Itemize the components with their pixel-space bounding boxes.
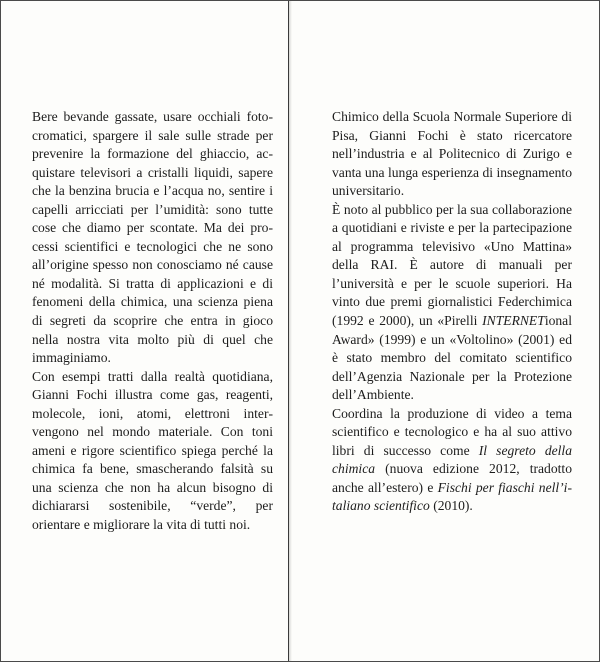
book-description-paragraph: Bere bevande gassate, usare occhiali fotocromatici, spargere il sale sulle strade per prevenire la formazione del ghiaccio, acquistare televisori a cristalli liquidi, sapere che la benzina brucia e l’acqua no, sentire i capelli arricciati per l’umidità: sono tutte cose che diamo per scontate. Ma dei processi scientifici e tecnologici che ne sono all’origine spesso non conosciamo né cause né modalità. Si tratta di applicazioni e di fenomeni della chimica, una scienza piena di segreti da scoprire che entra in gioco nella nostra vita molto più di quel che immaginiamo.	[32, 109, 273, 366]
book-title: Fischi per fiaschi nell’italiano scientifico	[332, 479, 572, 514]
bio-text: (2010).	[429, 498, 473, 514]
bio-text: ional Award» (1999) e un «Voltolino» (2001) ed è stato membro del comitato scientifico dell’Agenzia Nazionale per la Protezione dell’Ambiente.	[332, 313, 572, 403]
bio-award-name: INTERNET	[482, 313, 545, 329]
bio-text: Coordina la produzione di video a tema scientifico e tecnologico e ha al suo attivo libri di successo come	[332, 405, 572, 458]
flap-fold-shadow	[289, 1, 292, 661]
left-flap-text	[32, 108, 273, 535]
bio-text: (nuova edizione 2012, tradotto anche all’estero) e	[332, 461, 572, 495]
author-bio-paragraph: Chimico della Scuola Normale Superiore di Pisa, Gianni Fochi è stato ricercatore nell’industria e al Politecnico di Zurigo e vanta una lunga esperienza di insegnamento universitario.	[332, 109, 572, 199]
right-flap-text	[332, 108, 572, 516]
author-bio-paragraph	[332, 201, 572, 405]
author-bio-paragraph	[332, 405, 572, 516]
book-description-paragraph: Con esempi tratti dalla realtà quotidiana, Gianni Fochi illustra come gas, reagenti, molecole, ioni, atomi, elettroni intervengono nel mondo materiale. Con toni ameni e rigore scientifico spiega perché la chimica fa bene, smascherando falsità su una scienza che non ha alcun bisogno di dichiararsi sostenibile, “verde”, per orientare e migliorare la vita di tutti noi.	[32, 368, 273, 533]
book-title: Il segreto della chimica	[332, 442, 573, 477]
bio-text: È noto al pubblico per la sua collaborazione a quotidiani e riviste e per la partecipazione al programma televisivo «Uno Mattina» della RAI. È autore di manuali per l’università e per le scuole superiori. Ha vinto due premi giornalistici Federchimica (1992 e 2000), un «Pirelli	[332, 201, 572, 329]
